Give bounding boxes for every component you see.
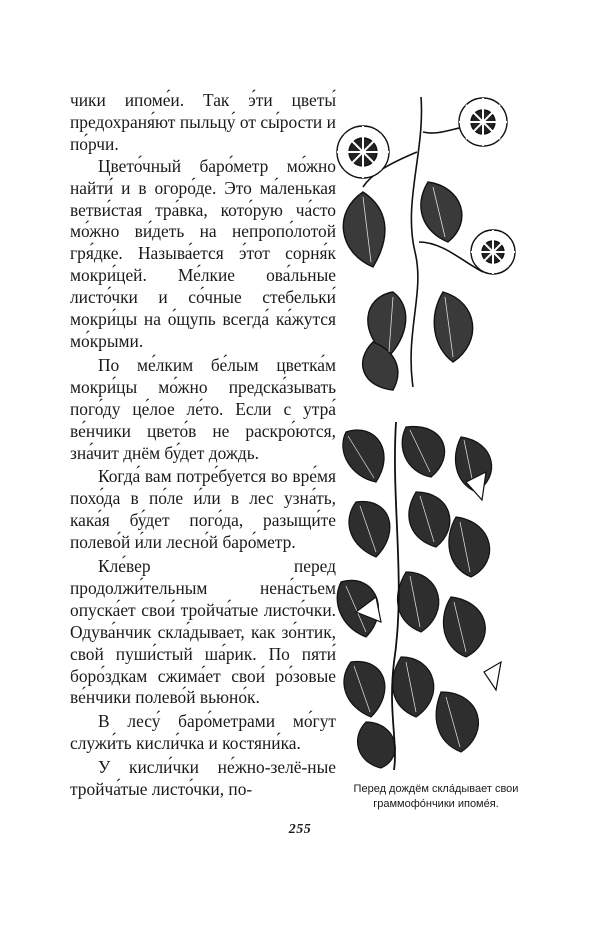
paragraph-6: В лесу́ баро́метрами мо́гут служи́ть кисли́чка и костяни́ка.: [70, 711, 336, 754]
page-number: 255: [288, 822, 312, 837]
paragraph-5: Кле́вер перед продолжи́тельным нена́стьем опуска́ет свои́ тройча́тые листо́чки. Одува́нчик скла́дывает, как зо́нтик, свой пуши́стый ша́рик. По пяти́ боро́здкам сжима́ет свои́ ро́зовые ве́нчики полево́й вьюно́к.: [70, 556, 336, 708]
morning-glory-vine-illustration: [336, 422, 504, 770]
paragraph-4: Когда́ вам потре́буется во вре́мя похо́да в по́ле и́ли в лес узна́ть, кака́я бу́дет пого́да, разыщи́те полево́й и́ли лесно́й баро́метр.: [70, 466, 336, 553]
morning-glory-flower-illustration: [333, 92, 525, 392]
paragraph-2: Цвето́чный баро́метр мо́жно найти́ и в огоро́де. Это ма́ленькая ветви́стая тра́вка, кото́рую ча́сто мо́жно ви́деть на непропо́лотой гря́дке. Называ́ется э́тот сорня́к мокри́цей. Ме́лкие ова́льные листо́чки и со́чные стебельки́ мокри́цы на о́щупь всегда́ ка́жутся мо́крыми.: [70, 155, 336, 351]
paragraph-7: У кисли́чки не́жно-зелё-ные тройча́тые листо́чки, по-: [70, 757, 336, 800]
figure-caption: Перед дождём скла́дывает свои граммофо́нчики ипоме́я.: [353, 783, 519, 810]
paragraph-3: По ме́лким бе́лым цветка́м мокри́цы мо́жно предска́зывать пого́ду це́лое ле́то. Если с утра́ ве́нчики цвето́в не раскро́ются, зна́чит днём бу́дет дождь.: [70, 354, 336, 463]
body-text: [70, 90, 336, 801]
paragraph-1: чики ипоме́и. Так э́ти цветы́ предохраня́ют пыльцу́ от сы́рости и по́рчи.: [70, 90, 336, 154]
